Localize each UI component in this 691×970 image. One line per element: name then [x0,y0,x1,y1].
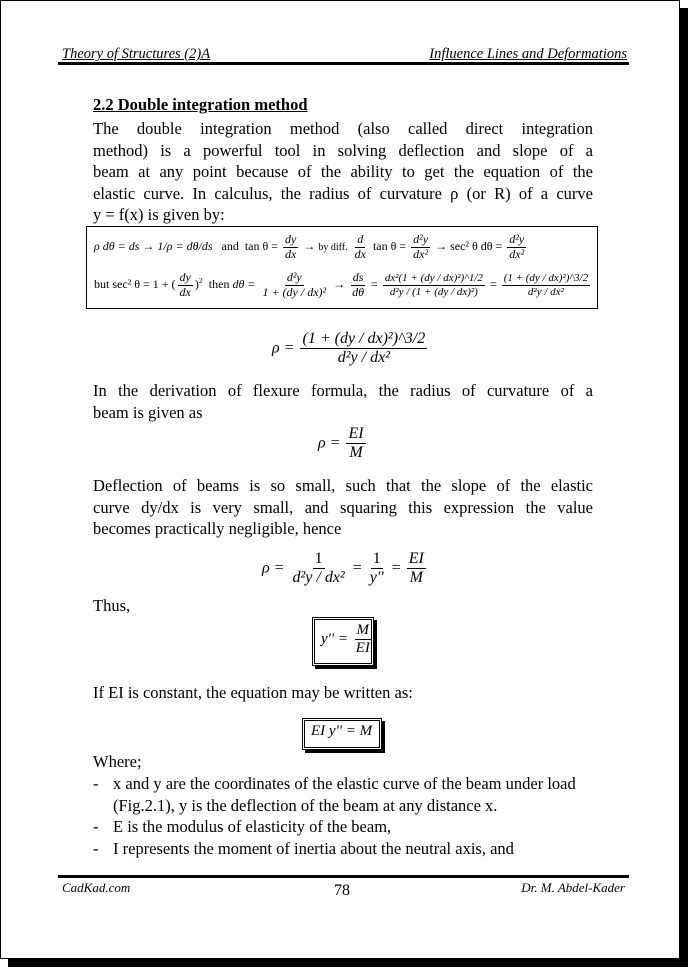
bullet-dash: - [93,838,99,858]
deflection-line: Deflection of beams is so small, such that the slope of the elastic [93,476,593,495]
fraction-numerator: dy [285,232,297,246]
right-fraction [502,272,590,298]
flexure-radius-equation [318,425,368,463]
simplified-radius-equation [262,550,428,588]
bullet-dash: - [93,817,99,836]
deflection-line: becomes practically negligible, hence [93,519,342,538]
fraction-numerator: (1 + (dy / dx)²)^3/2 [503,272,589,285]
flexure-line: In the derivation of flexure formula, the radius of curvature of a [93,381,593,400]
rho-relation: ρ dθ = ds → 1/ρ = dθ/ds [94,239,213,254]
page-shadow-bottom [8,959,688,967]
equation-lhs: ρ = [262,559,285,577]
fraction-numerator: d [357,232,364,246]
definitions-list [93,773,593,859]
fraction-numerator: dy [179,270,191,284]
equation-fraction [407,550,426,588]
derivation-box [86,226,598,309]
fraction-denominator: 1 + (dy / dx)² [262,284,327,299]
thus-label: Thus, [93,596,131,615]
equation-fraction [346,425,365,463]
page-footer [58,880,629,900]
fraction-denominator: dx [179,284,191,299]
d2y-dx2-fraction [507,233,526,262]
list-item [93,816,593,838]
sec-lhs: sec² θ dθ = [450,239,503,254]
by-diff-label: by diff. [318,242,348,254]
equation-lhs: ρ = [318,434,341,452]
section-title: 2.2 Double integration method [93,95,308,114]
equals-symbol: = [352,559,362,577]
ei-equation-text: EI y'' = M [311,723,373,739]
flexure-line: beam is given as [93,402,203,422]
dy-dx-fraction [178,271,193,300]
list-item-text: x and y are the coordinates of the elastic curve of the beam under load (Fig.2.1), y is the deflection of the beam at any distance x. [113,774,576,815]
dtheta-lhs: dθ = [232,277,256,292]
fraction-numerator: d²y [286,270,302,284]
fraction-denominator: M [349,444,363,462]
boxed-curvature-equation [312,617,374,666]
equation-fraction [290,550,346,588]
footer-website: CadKad.com [62,880,131,895]
fraction-denominator: d²y / dx² [292,569,345,587]
constant-ei-text: If EI is constant, the equation may be written as: [93,683,413,702]
tan-theta: tan θ = [372,239,407,254]
fraction-numerator: 1 [313,550,325,569]
fraction-denominator: dx [285,246,297,261]
derivation-row-2 [94,271,592,300]
page-shadow-right [680,8,688,964]
header-chapter-title: Influence Lines and Deformations [429,46,627,62]
but-sec: but sec² θ = 1 + [94,277,169,292]
fraction-denominator: EI [355,640,370,657]
radius-of-curvature-equation [272,330,429,368]
fraction-denominator: dθ [352,284,365,299]
fraction-denominator: d²y / (1 + (dy / dx)²) [389,285,478,298]
deflection-paragraph [93,475,593,540]
header-rule [58,62,629,65]
fraction-denominator: dx² [413,246,429,261]
fraction-numerator: (1 + (dy / dx)²)^3/2 [300,330,427,349]
deflection-line: curve dy/dx is very small, and squaring this expression the value [93,497,593,517]
fraction-denominator: d²y / dx² [337,349,390,367]
intro-line: elastic curve. In calculus, the radius of curvature ρ (or R) of a curve [93,183,593,203]
bullet-dash: - [93,774,99,793]
equals-symbol: = [489,277,497,292]
intro-line: method) is a powerful tool in solving deflection and slope of a [93,140,593,160]
intro-line: y = f(x) is given by: [93,205,225,224]
list-item-text: I represents the moment of inertia about the neutral axis, and [113,838,514,858]
boxed-ei-equation [302,718,382,750]
fraction-numerator: M [355,622,372,640]
fraction-denominator: dx² [509,246,525,261]
equation-lhs: ρ = [272,339,295,357]
equation-fraction [300,330,427,368]
fraction-numerator: EI [346,425,365,444]
flexure-paragraph [93,380,593,423]
fraction-denominator: M [409,569,423,587]
ds-dtheta-fraction [350,271,366,300]
intro-line: The double integration method (also called direct integration [93,119,593,138]
derivation-row-1 [94,233,528,262]
list-item [93,773,593,816]
d2y-dx2-fraction [411,233,430,262]
dtheta-fraction [260,271,328,300]
equals-symbol: = [371,277,378,292]
fraction-numerator: dx²(1 + (dy / dx)²)^1/2 [384,272,483,285]
fraction-denominator: y'' [369,569,384,587]
fraction-numerator: EI [407,550,426,569]
intro-paragraph [93,118,593,226]
where-label: Where; [93,752,142,771]
fraction-denominator: dx [354,246,366,261]
fraction-denominator: d²y / dx² [527,285,564,298]
list-item-text: E is the modulus of elasticity of the beam, [113,817,392,836]
fraction-numerator: ds [352,270,364,284]
fraction-numerator: d²y [509,232,525,246]
fraction-numerator: d²y [413,232,429,246]
paren-open: ( [171,277,176,292]
equation-fraction [354,622,372,658]
middle-fraction [383,272,485,298]
list-item [93,838,593,860]
page-number: 78 [334,882,350,899]
equation-lhs: y'' = [321,631,348,648]
equals-symbol: = [391,559,401,577]
arrow-symbol: → [333,277,346,292]
page-header [58,44,629,64]
tan-lhs: tan θ = [244,239,279,254]
d-dx-fraction [353,233,368,262]
paren-close: )$^2$ [194,276,203,292]
arrow-symbol: → [303,239,316,254]
equation-fraction [368,550,386,588]
footer-rule [58,875,629,878]
intro-line: beam at any point because of the ability to get the equation of the [93,162,593,181]
dy-dx-fraction [283,233,298,262]
footer-author: Dr. M. Abdel-Kader [521,880,625,895]
header-course-title: Theory of Structures (2)A [62,46,211,62]
fraction-numerator: 1 [371,550,383,569]
and-word: and [221,239,239,254]
then-word: then [208,277,230,292]
arrow-symbol: → [435,239,448,254]
